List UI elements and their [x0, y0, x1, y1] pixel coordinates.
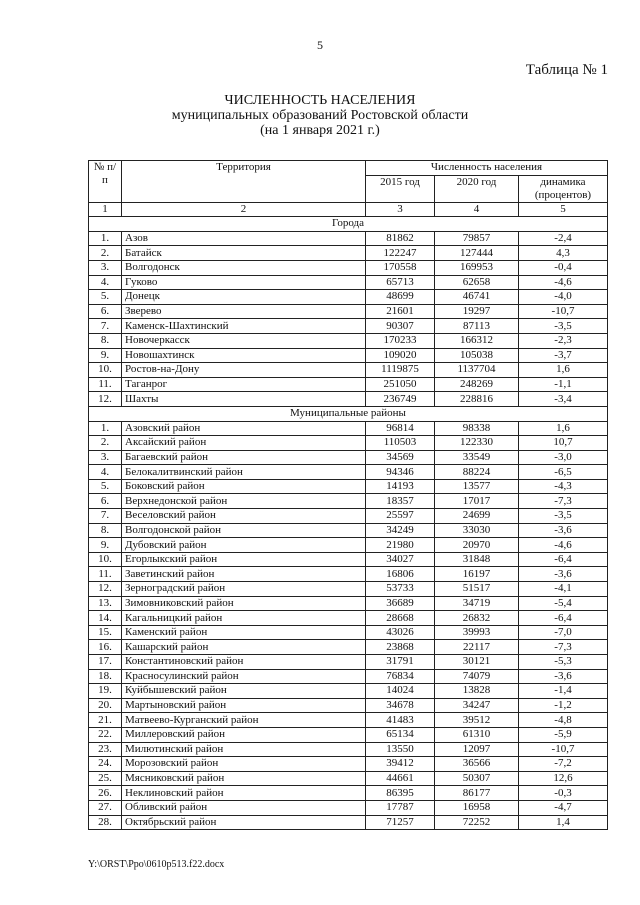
table-row: [89, 377, 608, 392]
population-2020: 16197: [435, 567, 519, 582]
row-number: 27.: [89, 800, 122, 815]
population-2020: 74079: [435, 669, 519, 684]
territory-name: Веселовский район: [122, 509, 366, 524]
dynamics-percent: -4,3: [519, 479, 608, 494]
population-2020: 30121: [435, 655, 519, 670]
population-2015: 48699: [366, 290, 435, 305]
population-2020: 46741: [435, 290, 519, 305]
row-number: 21.: [89, 713, 122, 728]
dynamics-percent: -1,4: [519, 684, 608, 699]
population-2020: 36566: [435, 757, 519, 772]
row-number: 12.: [89, 392, 122, 407]
dynamics-percent: -4,6: [519, 538, 608, 553]
population-2020: 33030: [435, 523, 519, 538]
population-2020: 34719: [435, 596, 519, 611]
population-2020: 228816: [435, 392, 519, 407]
row-number: 22.: [89, 727, 122, 742]
territory-name: Кашарский район: [122, 640, 366, 655]
population-2015: 31791: [366, 655, 435, 670]
table-row: [89, 669, 608, 684]
row-number: 7.: [89, 509, 122, 524]
population-2015: 34249: [366, 523, 435, 538]
header-territory: Территория: [122, 161, 366, 203]
title-line-3: (на 1 января 2021 г.): [260, 123, 380, 138]
row-number: 24.: [89, 757, 122, 772]
population-2015: 34027: [366, 552, 435, 567]
population-2015: 65134: [366, 727, 435, 742]
col-index: 5: [519, 202, 608, 217]
population-2015: 109020: [366, 348, 435, 363]
title-line-1: ЧИСЛЕННОСТЬ НАСЕЛЕНИЯ: [224, 93, 416, 108]
population-2015: 170558: [366, 260, 435, 275]
population-2020: 1137704: [435, 363, 519, 378]
population-2020: 248269: [435, 377, 519, 392]
dynamics-percent: -1,1: [519, 377, 608, 392]
population-2020: 51517: [435, 582, 519, 597]
territory-name: Батайск: [122, 246, 366, 261]
table-row: [89, 800, 608, 815]
dynamics-percent: -2,4: [519, 231, 608, 246]
population-2020: 169953: [435, 260, 519, 275]
table-row: [89, 479, 608, 494]
territory-name: Зверево: [122, 304, 366, 319]
table-row: [89, 640, 608, 655]
territory-name: Багаевский район: [122, 450, 366, 465]
row-number: 10.: [89, 552, 122, 567]
table-row: [89, 421, 608, 436]
table-row: [89, 436, 608, 451]
dynamics-percent: 1,6: [519, 363, 608, 378]
section-title: Муниципальные районы: [89, 406, 608, 421]
row-number: 16.: [89, 640, 122, 655]
territory-name: Шахты: [122, 392, 366, 407]
table-row: [89, 582, 608, 597]
population-2020: 26832: [435, 611, 519, 626]
row-number: 15.: [89, 625, 122, 640]
row-number: 5.: [89, 290, 122, 305]
row-number: 9.: [89, 538, 122, 553]
row-number: 28.: [89, 815, 122, 830]
row-number: 20.: [89, 698, 122, 713]
row-number: 11.: [89, 377, 122, 392]
territory-name: Аксайский район: [122, 436, 366, 451]
table-row: [89, 509, 608, 524]
row-number: 4.: [89, 465, 122, 480]
dynamics-percent: -1,2: [519, 698, 608, 713]
population-2020: 72252: [435, 815, 519, 830]
territory-name: Мясниковский район: [122, 771, 366, 786]
population-2015: 17787: [366, 800, 435, 815]
table-row: [89, 465, 608, 480]
territory-name: Морозовский район: [122, 757, 366, 772]
dynamics-percent: 10,7: [519, 436, 608, 451]
population-2015: 110503: [366, 436, 435, 451]
table-row: [89, 319, 608, 334]
population-2015: 36689: [366, 596, 435, 611]
population-2015: 81862: [366, 231, 435, 246]
dynamics-percent: -7,0: [519, 625, 608, 640]
population-2015: 236749: [366, 392, 435, 407]
table-row: [89, 450, 608, 465]
row-number: 1.: [89, 231, 122, 246]
population-2020: 122330: [435, 436, 519, 451]
row-number: 9.: [89, 348, 122, 363]
population-2015: 14024: [366, 684, 435, 699]
dynamics-percent: 12,6: [519, 771, 608, 786]
dynamics-percent: -4,8: [519, 713, 608, 728]
population-2015: 94346: [366, 465, 435, 480]
row-number: 6.: [89, 304, 122, 319]
population-2020: 13828: [435, 684, 519, 699]
dynamics-percent: -0,4: [519, 260, 608, 275]
territory-name: Матвеево-Курганский район: [122, 713, 366, 728]
territory-name: Миллеровский район: [122, 727, 366, 742]
row-number: 2.: [89, 436, 122, 451]
table-row: [89, 494, 608, 509]
row-number: 7.: [89, 319, 122, 334]
table-row: [89, 304, 608, 319]
territory-name: Милютинский район: [122, 742, 366, 757]
population-2020: 39512: [435, 713, 519, 728]
population-2015: 44661: [366, 771, 435, 786]
dynamics-percent: -5,3: [519, 655, 608, 670]
table-row: [89, 231, 608, 246]
table-row: [89, 786, 608, 801]
population-2015: 23868: [366, 640, 435, 655]
dynamics-percent: -4,0: [519, 290, 608, 305]
population-2020: 127444: [435, 246, 519, 261]
territory-name: Зерноградский район: [122, 582, 366, 597]
population-2020: 79857: [435, 231, 519, 246]
territory-name: Новошахтинск: [122, 348, 366, 363]
population-2015: 13550: [366, 742, 435, 757]
territory-name: Белокалитвинский район: [122, 465, 366, 480]
dynamics-percent: -4,1: [519, 582, 608, 597]
population-2020: 31848: [435, 552, 519, 567]
territory-name: Константиновский район: [122, 655, 366, 670]
population-2015: 25597: [366, 509, 435, 524]
header-2020: 2020 год: [435, 175, 519, 202]
table-row: [89, 757, 608, 772]
territory-name: Куйбышевский район: [122, 684, 366, 699]
population-2015: 90307: [366, 319, 435, 334]
col-index: 1: [89, 202, 122, 217]
dynamics-percent: -7,3: [519, 640, 608, 655]
territory-name: Егорлыкский район: [122, 552, 366, 567]
territory-name: Волгодонск: [122, 260, 366, 275]
section-row: [89, 406, 608, 421]
row-number: 10.: [89, 363, 122, 378]
table-body: [89, 217, 608, 830]
table-row: [89, 348, 608, 363]
population-2015: 96814: [366, 421, 435, 436]
population-2020: 12097: [435, 742, 519, 757]
dynamics-percent: -3,7: [519, 348, 608, 363]
row-number: 3.: [89, 450, 122, 465]
population-2015: 170233: [366, 333, 435, 348]
dynamics-percent: -3,6: [519, 567, 608, 582]
dynamics-percent: -6,5: [519, 465, 608, 480]
dynamics-percent: -10,7: [519, 304, 608, 319]
table-label: Таблица № 1: [525, 62, 608, 78]
territory-name: Красносулинский район: [122, 669, 366, 684]
population-2015: 21980: [366, 538, 435, 553]
table-row: [89, 538, 608, 553]
population-2020: 13577: [435, 479, 519, 494]
population-2015: 28668: [366, 611, 435, 626]
population-2015: 86395: [366, 786, 435, 801]
row-number: 8.: [89, 333, 122, 348]
dynamics-percent: -3,6: [519, 523, 608, 538]
row-number: 23.: [89, 742, 122, 757]
population-2015: 43026: [366, 625, 435, 640]
table-row: [89, 333, 608, 348]
table-row: [89, 260, 608, 275]
row-number: 17.: [89, 655, 122, 670]
dynamics-percent: -3,0: [519, 450, 608, 465]
table-row: [89, 771, 608, 786]
row-number: 4.: [89, 275, 122, 290]
territory-name: Донецк: [122, 290, 366, 305]
header-2015: 2015 год: [366, 175, 435, 202]
population-2015: 53733: [366, 582, 435, 597]
population-2015: 76834: [366, 669, 435, 684]
row-number: 25.: [89, 771, 122, 786]
table-row: [89, 742, 608, 757]
row-number: 26.: [89, 786, 122, 801]
population-2020: 24699: [435, 509, 519, 524]
table-row: [89, 655, 608, 670]
territory-name: Азов: [122, 231, 366, 246]
population-2020: 98338: [435, 421, 519, 436]
population-2015: 1119875: [366, 363, 435, 378]
row-number: 11.: [89, 567, 122, 582]
territory-name: Заветинский район: [122, 567, 366, 582]
population-2020: 88224: [435, 465, 519, 480]
dynamics-percent: -7,3: [519, 494, 608, 509]
territory-name: Дубовский район: [122, 538, 366, 553]
dynamics-percent: -4,7: [519, 800, 608, 815]
table-row: [89, 392, 608, 407]
header-population: Численность населения: [366, 161, 608, 176]
population-2020: 166312: [435, 333, 519, 348]
table-row: [89, 246, 608, 261]
header-num: № п/п: [89, 161, 122, 203]
dynamics-percent: -6,4: [519, 552, 608, 567]
row-number: 2.: [89, 246, 122, 261]
territory-name: Верхнедонской район: [122, 494, 366, 509]
territory-name: Таганрог: [122, 377, 366, 392]
table-row: [89, 713, 608, 728]
territory-name: Гуково: [122, 275, 366, 290]
row-number: 13.: [89, 596, 122, 611]
dynamics-percent: -4,6: [519, 275, 608, 290]
dynamics-percent: -7,2: [519, 757, 608, 772]
table-row: [89, 552, 608, 567]
population-table: [88, 160, 608, 830]
section-title: Города: [89, 217, 608, 232]
row-number: 19.: [89, 684, 122, 699]
dynamics-percent: -5,9: [519, 727, 608, 742]
dynamics-percent: -0,3: [519, 786, 608, 801]
table-row: [89, 523, 608, 538]
territory-name: Мартыновский район: [122, 698, 366, 713]
population-2015: 251050: [366, 377, 435, 392]
population-2020: 19297: [435, 304, 519, 319]
territory-name: Боковский район: [122, 479, 366, 494]
dynamics-percent: -3,5: [519, 509, 608, 524]
dynamics-percent: -2,3: [519, 333, 608, 348]
population-2020: 87113: [435, 319, 519, 334]
territory-name: Новочеркасск: [122, 333, 366, 348]
population-2015: 39412: [366, 757, 435, 772]
population-2020: 33549: [435, 450, 519, 465]
table-row: [89, 684, 608, 699]
population-2020: 50307: [435, 771, 519, 786]
territory-name: Кагальницкий район: [122, 611, 366, 626]
dynamics-percent: -5,4: [519, 596, 608, 611]
row-number: 6.: [89, 494, 122, 509]
dynamics-percent: 1,4: [519, 815, 608, 830]
row-number: 1.: [89, 421, 122, 436]
population-2020: 20970: [435, 538, 519, 553]
territory-name: Ростов-на-Дону: [122, 363, 366, 378]
row-number: 12.: [89, 582, 122, 597]
table-row: [89, 611, 608, 626]
table-row: [89, 567, 608, 582]
population-2015: 34569: [366, 450, 435, 465]
page-number: 5: [317, 38, 323, 52]
population-2015: 14193: [366, 479, 435, 494]
row-number: 8.: [89, 523, 122, 538]
footer-file-path: Y:\ORST\Ppo\0610p513.f22.docx: [88, 859, 225, 870]
table-row: [89, 363, 608, 378]
population-2020: 17017: [435, 494, 519, 509]
population-2015: 21601: [366, 304, 435, 319]
territory-name: Неклиновский район: [122, 786, 366, 801]
territory-name: Каменск-Шахтинский: [122, 319, 366, 334]
dynamics-percent: -3,5: [519, 319, 608, 334]
population-2020: 86177: [435, 786, 519, 801]
territory-name: Волгодонской район: [122, 523, 366, 538]
territory-name: Азовский район: [122, 421, 366, 436]
table-row: [89, 727, 608, 742]
population-2020: 22117: [435, 640, 519, 655]
territory-name: Зимовниковский район: [122, 596, 366, 611]
row-number: 18.: [89, 669, 122, 684]
col-index: 4: [435, 202, 519, 217]
row-number: 5.: [89, 479, 122, 494]
dynamics-percent: -6,4: [519, 611, 608, 626]
title-line-2: муниципальных образований Ростовской области: [171, 108, 469, 123]
document-title: [0, 93, 640, 138]
dynamics-percent: -10,7: [519, 742, 608, 757]
population-2015: 65713: [366, 275, 435, 290]
row-number: 14.: [89, 611, 122, 626]
population-2015: 18357: [366, 494, 435, 509]
table-row: [89, 275, 608, 290]
population-2015: 34678: [366, 698, 435, 713]
table-row: [89, 815, 608, 830]
population-2020: 16958: [435, 800, 519, 815]
population-2020: 61310: [435, 727, 519, 742]
dynamics-percent: -3,6: [519, 669, 608, 684]
dynamics-percent: 1,6: [519, 421, 608, 436]
table-row: [89, 596, 608, 611]
table-row: [89, 290, 608, 305]
population-2020: 39993: [435, 625, 519, 640]
population-2020: 34247: [435, 698, 519, 713]
territory-name: Каменский район: [122, 625, 366, 640]
population-2015: 71257: [366, 815, 435, 830]
table-row: [89, 698, 608, 713]
section-row: [89, 217, 608, 232]
col-index: 2: [122, 202, 366, 217]
population-2020: 62658: [435, 275, 519, 290]
dynamics-percent: -3,4: [519, 392, 608, 407]
dynamics-percent: 4,3: [519, 246, 608, 261]
col-index: 3: [366, 202, 435, 217]
population-2015: 41483: [366, 713, 435, 728]
territory-name: Октябрьский район: [122, 815, 366, 830]
population-2020: 105038: [435, 348, 519, 363]
header-dynamics: динамика (процентов): [519, 175, 608, 202]
territory-name: Обливский район: [122, 800, 366, 815]
population-2015: 16806: [366, 567, 435, 582]
table-row: [89, 625, 608, 640]
population-2015: 122247: [366, 246, 435, 261]
row-number: 3.: [89, 260, 122, 275]
